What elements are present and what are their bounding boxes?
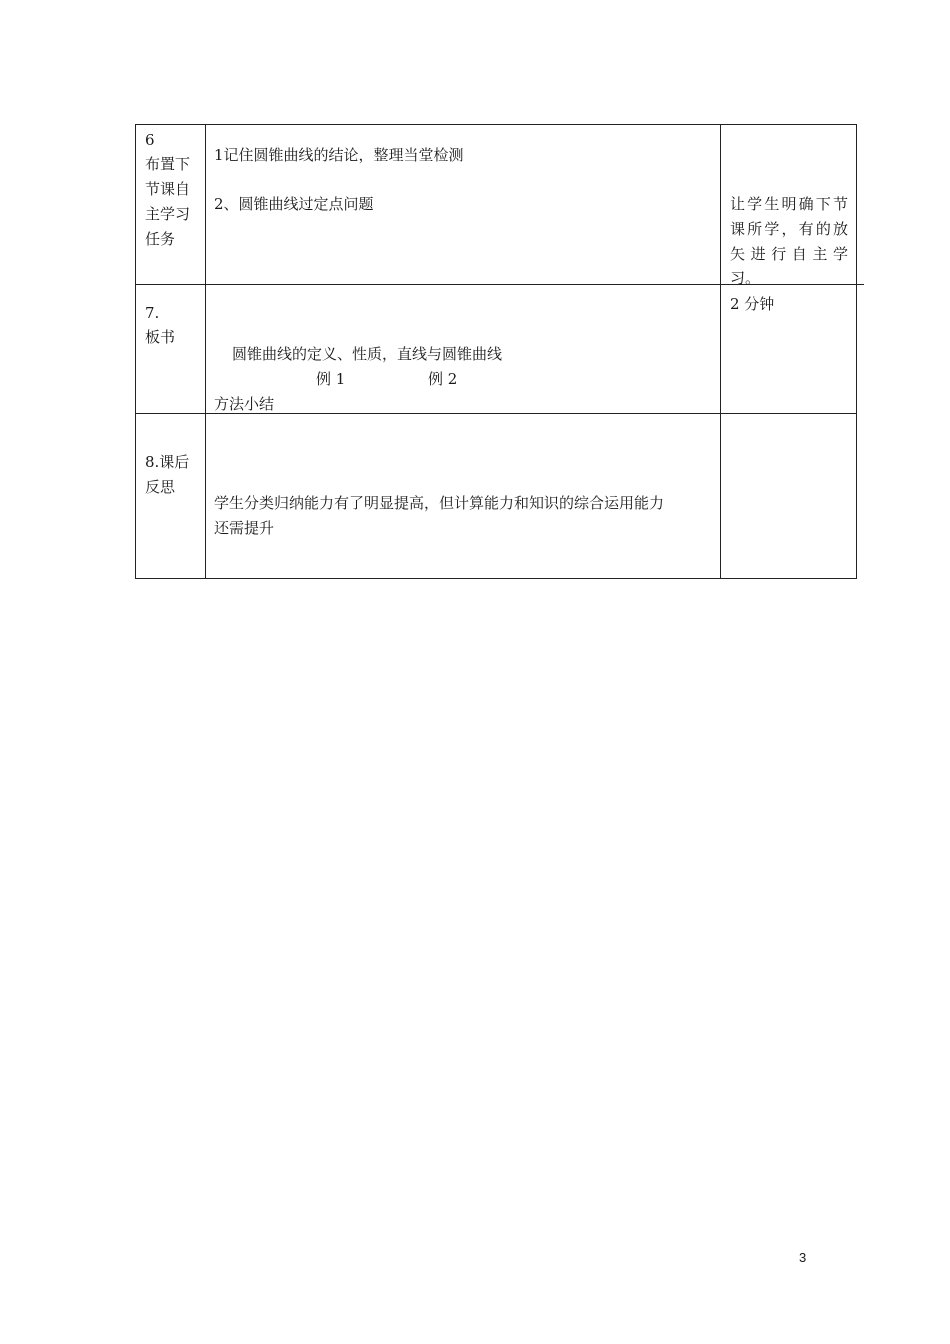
table-border-top	[135, 124, 857, 125]
table-border-right	[856, 124, 857, 579]
table-border-left	[135, 124, 136, 579]
column-divider-2	[720, 124, 721, 579]
page-number: 3	[799, 1250, 807, 1265]
table-border-bottom	[135, 578, 857, 579]
document-page: 6 布置下 节课自 主学习 任务 1记住圆锥曲线的结论，整理当堂检测 2、圆锥曲线过定点问题 让学生明确下节 课所学，有的放 矢进行自主学 习。 7. 板书 圆锥曲线的定义、性质，直线与圆锥曲线 例 1 例 2 方法小结 2 分钟 8.课后 反思 学生分类归纳能力有了明显提高，但计算能力和知识的综合运用能力 还需提升 3	[0, 0, 950, 1344]
column-divider-1	[205, 124, 206, 579]
